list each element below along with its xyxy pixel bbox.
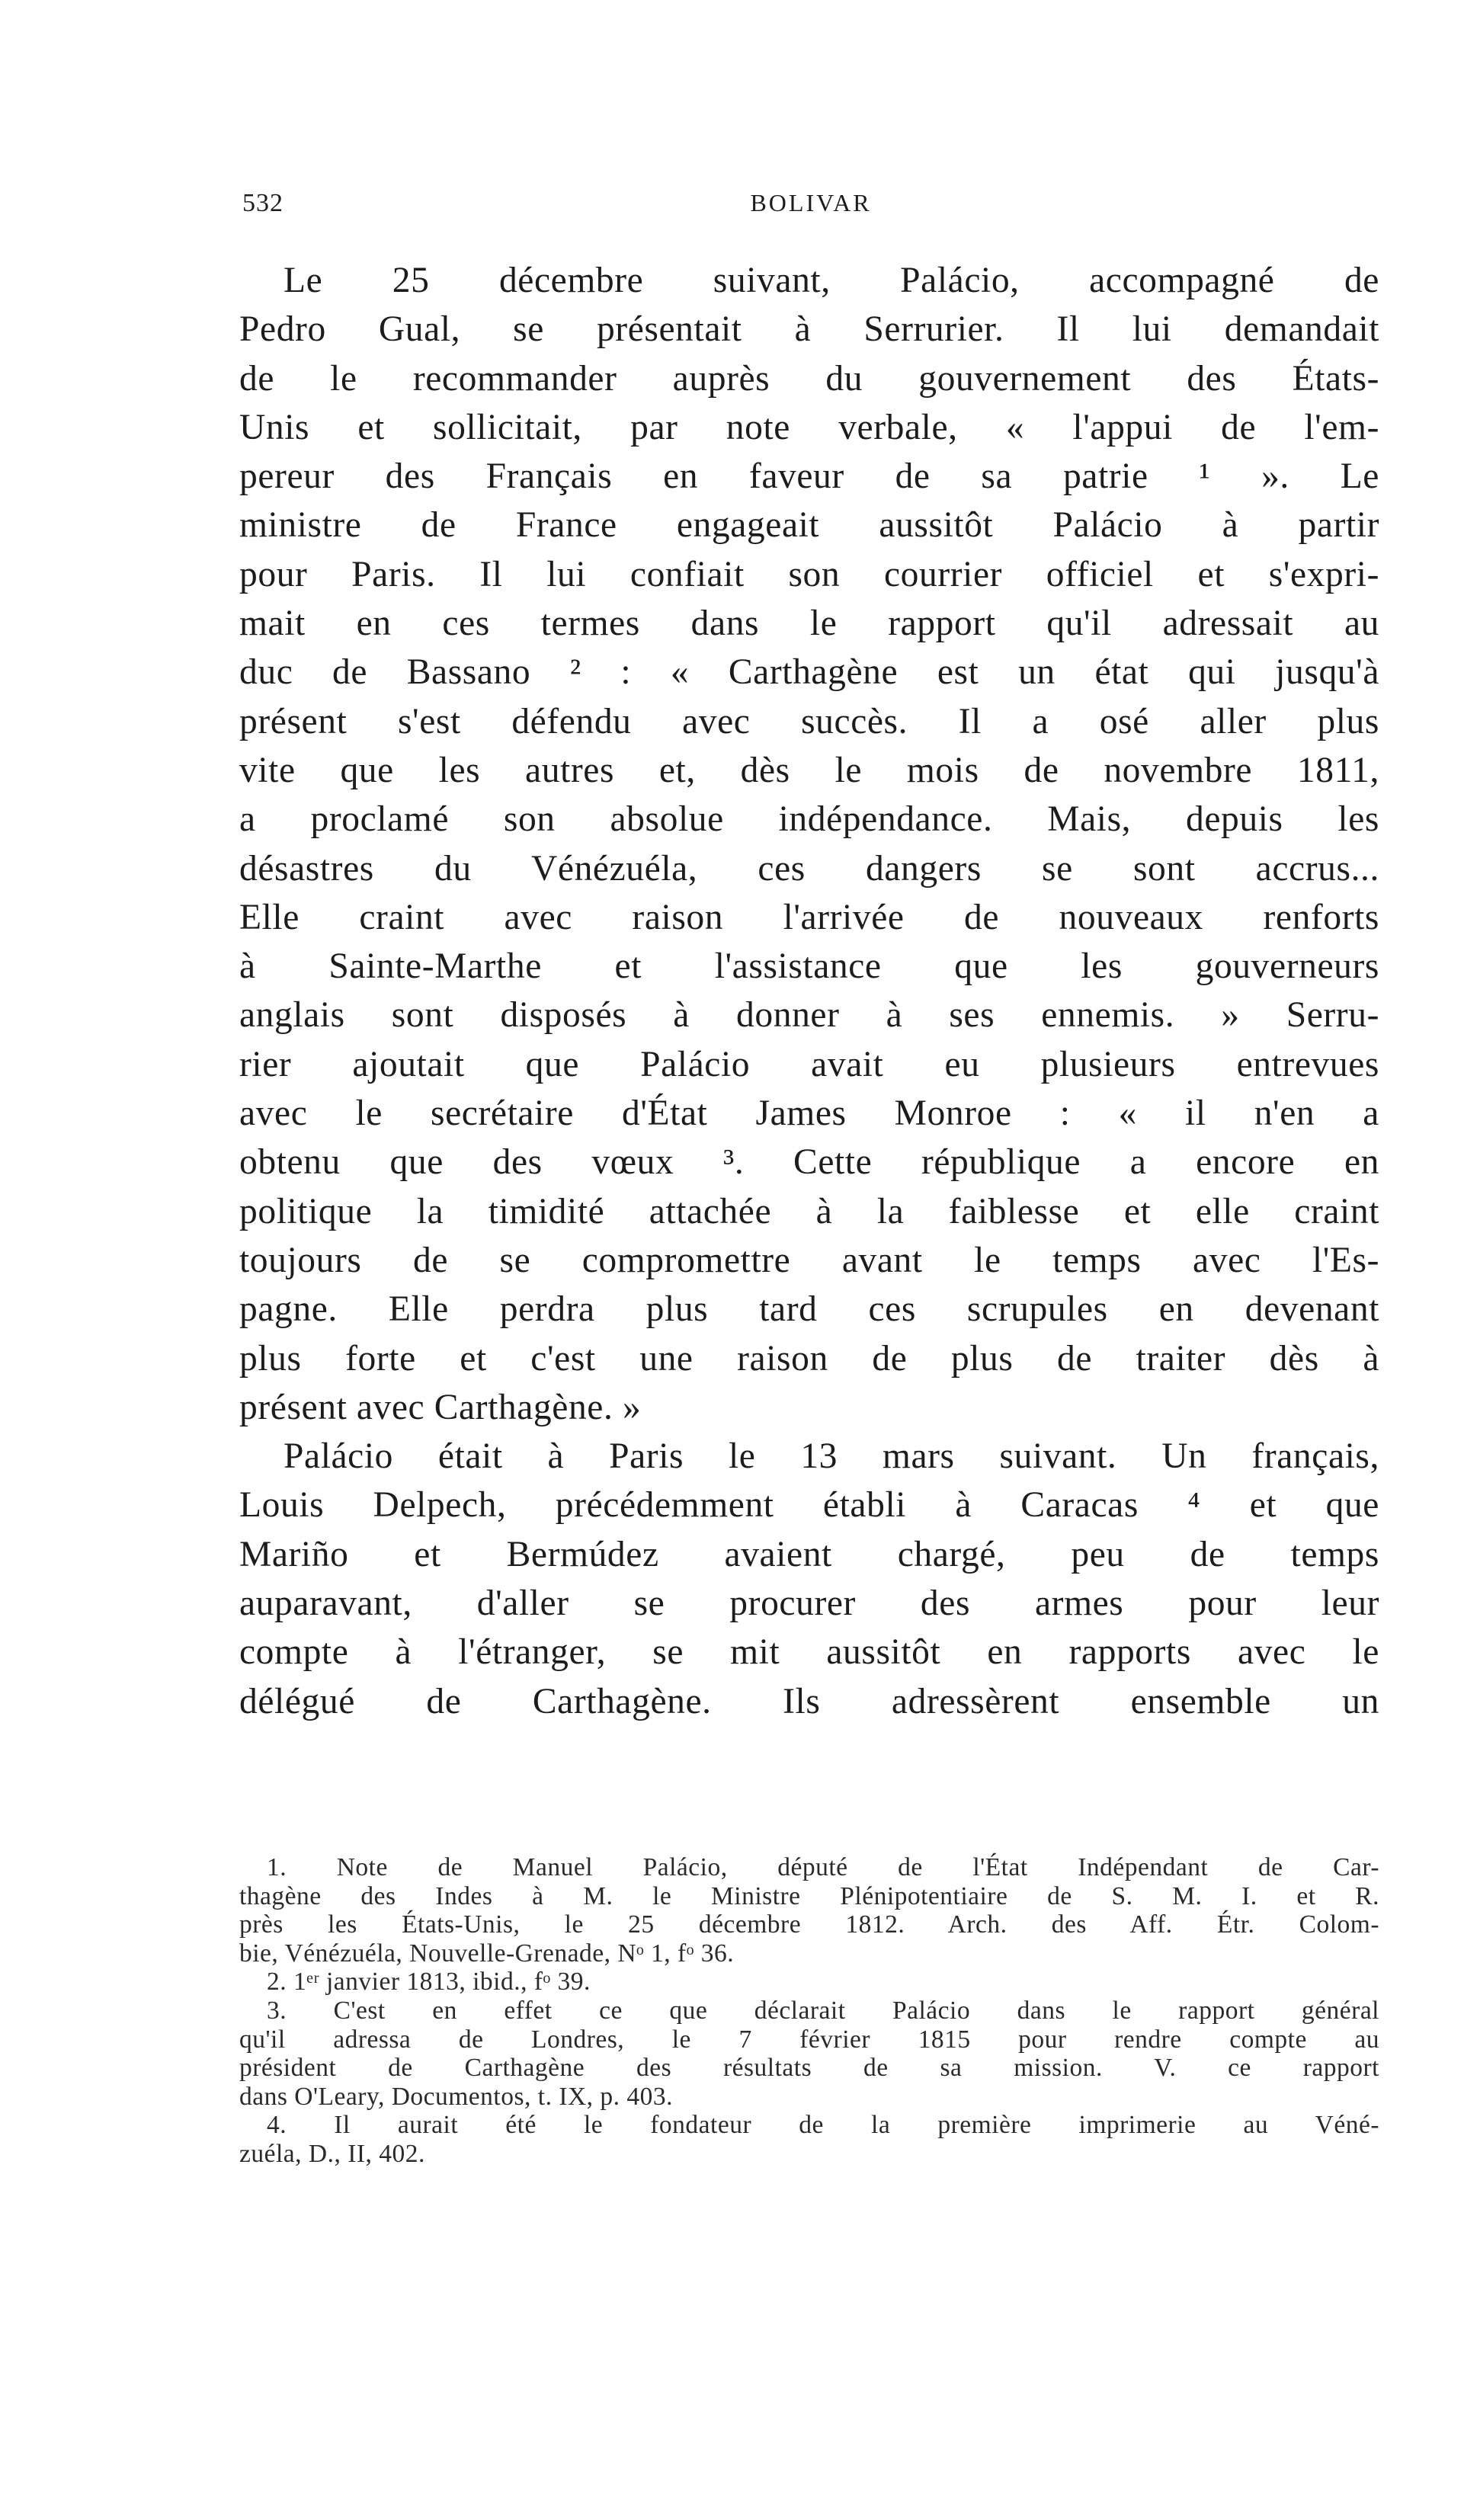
text-line: duc de Bassano ² : « Carthagène est un état qui jusqu'à	[239, 652, 1379, 693]
text-line: Unis et sollicitait, par note verbale, « l'appui de l'em-	[239, 407, 1379, 447]
text-line: à Sainte-Marthe et l'assistance que les gouverneurs	[239, 946, 1379, 987]
footnote-line: 4. Il aurait été le fondateur de la première imprimerie au Véné-	[267, 2111, 1379, 2140]
text-line: Palácio était à Paris le 13 mars suivant. Un français,	[284, 1436, 1379, 1477]
text-line: pour Paris. Il lui confiait son courrier officiel et s'expri-	[239, 554, 1379, 594]
text-line: Le 25 décembre suivant, Palácio, accompagné de	[284, 261, 1379, 300]
text-line: politique la timidité attachée à la faiblesse et elle craint	[239, 1191, 1379, 1231]
text-line: avec le secrétaire d'État James Monroe : « il n'en a	[239, 1093, 1379, 1134]
text-line: mait en ces termes dans le rapport qu'il adressait au	[239, 604, 1379, 644]
text-line: pagne. Elle perdra plus tard ces scrupules en devenant	[239, 1289, 1379, 1330]
text-line: de le recommander auprès du gouvernement des États-	[239, 358, 1379, 399]
text-line: compte à l'étranger, se mit aussitôt en rapports avec le	[239, 1632, 1379, 1673]
text-line: présent avec Carthagène. »	[239, 1387, 642, 1427]
footnote-line: président de Carthagène des résultats de sa mission. V. ce rapport	[239, 2054, 1379, 2083]
text-line: auparavant, d'aller se procurer des armes pour leur	[239, 1583, 1379, 1624]
footnote-line: qu'il adressa de Londres, le 7 février 1815 pour rendre compte au	[239, 2025, 1379, 2054]
running-title: BOLIVAR	[750, 189, 872, 216]
text-line: Elle craint avec raison l'arrivée de nouveaux renforts	[239, 897, 1379, 937]
footnote-line: zuéla, D., II, 402.	[239, 2139, 425, 2168]
page-header	[242, 189, 1379, 227]
footnote-line: dans O'Leary, Documentos, t. IX, p. 403.	[239, 2082, 674, 2111]
text-line: délégué de Carthagène. Ils adressèrent ensemble un	[239, 1681, 1379, 1721]
text-line: désastres du Vénézuéla, ces dangers se sont accrus...	[239, 848, 1379, 889]
page-number: 532	[242, 189, 284, 217]
text-line: a proclamé son absolue indépendance. Mais, depuis les	[239, 799, 1379, 840]
footnote-line: 1. Note de Manuel Palácio, député de l'État Indépendant de Car-	[267, 1853, 1379, 1881]
text-line: Louis Delpech, précédemment établi à Caracas ⁴ et que	[239, 1485, 1379, 1526]
footnote-line: bie, Vénézuéla, Nouvelle-Grenade, Nᵒ 1, fᵒ 36.	[239, 1939, 735, 1968]
footnote-line: thagène des Indes à M. le Ministre Plénipotentiaire de S. M. I. et R.	[239, 1881, 1379, 1910]
text-line: Mariño et Bermúdez avaient chargé, peu de temps	[239, 1534, 1379, 1574]
text-line: obtenu que des vœux ³. Cette république a encore en	[239, 1142, 1379, 1183]
text-line: anglais sont disposés à donner à ses ennemis. » Serru-	[239, 995, 1379, 1036]
text-line: présent s'est défendu avec succès. Il a osé aller plus	[239, 701, 1379, 741]
footnote-line: près les États-Unis, le 25 décembre 1812. Arch. des Aff. Étr. Colom-	[239, 1910, 1379, 1939]
text-line: rier ajoutait que Palácio avait eu plusieurs entrevues	[239, 1044, 1379, 1084]
text-line: Pedro Gual, se présentait à Serrurier. Il lui demandait	[239, 309, 1379, 350]
footnote-line: 3. C'est en effet ce que déclarait Palácio dans le rapport général	[267, 1996, 1379, 2025]
main-text	[239, 256, 1379, 1726]
text-line: ministre de France engageait aussitôt Palácio à partir	[239, 505, 1379, 546]
text-line: toujours de se compromettre avant le temps avec l'Es-	[239, 1240, 1379, 1280]
text-line: vite que les autres et, dès le mois de novembre 1811,	[239, 750, 1379, 790]
text-line: pereur des Français en faveur de sa patrie ¹ ». Le	[239, 456, 1379, 497]
text-line: plus forte et c'est une raison de plus de traiter dès à	[239, 1338, 1379, 1378]
footnotes	[239, 1853, 1379, 2169]
footnote-line: 2. 1ᵉʳ janvier 1813, ibid., fᵒ 39.	[267, 1968, 591, 1996]
